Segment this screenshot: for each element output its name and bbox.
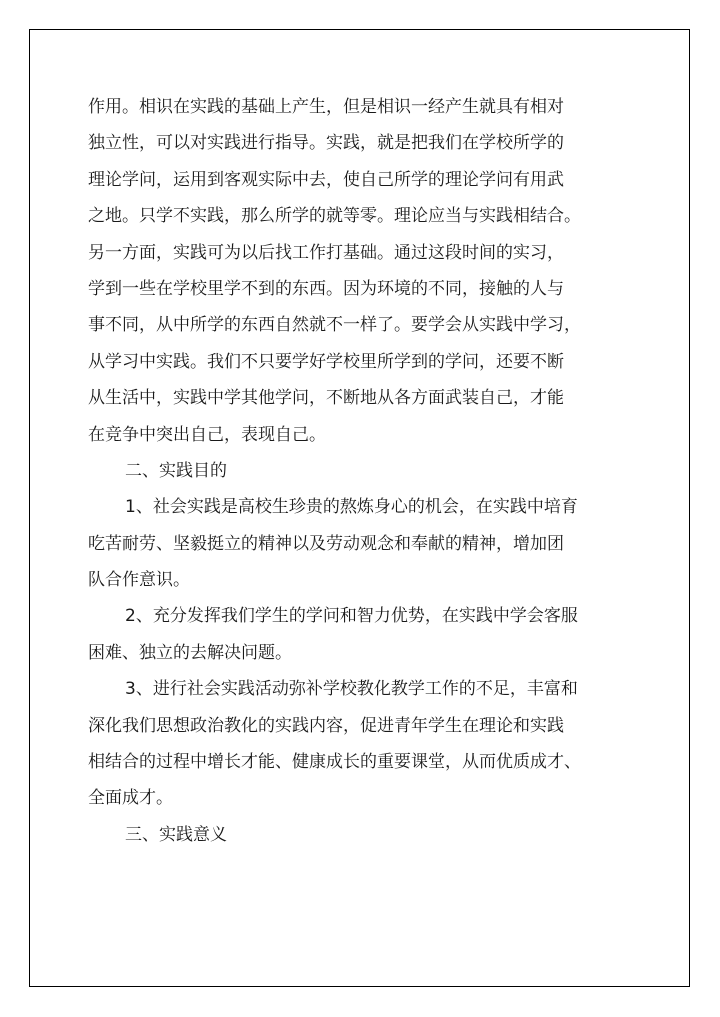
list-item-3-line: 深化我们思想政治教化的实践内容，促进青年学生在理论和实践 [88, 715, 564, 736]
paragraph-line: 从学习中实践。我们不只要学好学校里所学到的学问，还要不断 [88, 351, 564, 372]
paragraph-line: 之地。只学不实践，那么所学的就等零。理论应当与实践相结合。 [88, 206, 581, 227]
list-item-2-line: 困难、独立的去解决问题。 [88, 642, 292, 663]
paragraph-line: 学到一些在学校里学不到的东西。因为环境的不同，接触的人与 [88, 278, 564, 299]
document-body [88, 89, 633, 853]
list-item-3-line: 全面成才。 [88, 788, 173, 809]
list-item-1-line: 队合作意识。 [88, 570, 190, 591]
paragraph-line: 事不同，从中所学的东西自然就不一样了。要学会从实践中学习， [88, 315, 581, 336]
list-item-1-line: 吃苦耐劳、坚毅挺立的精神以及劳动观念和奉献的精神，增加团 [88, 533, 564, 554]
list-item-1-line: 1、社会实践是高校生珍贵的熬炼身心的机会，在实践中培育 [125, 497, 578, 518]
paragraph-line: 独立性，可以对实践进行指导。实践，就是把我们在学校所学的 [88, 133, 564, 154]
list-item-3-line: 3、进行社会实践活动弥补学校教化教学工作的不足，丰富和 [125, 679, 578, 700]
list-item-2-line: 2、充分发挥我们学生的学问和智力优势，在实践中学会客服 [125, 606, 578, 627]
paragraph-line: 作用。相识在实践的基础上产生，但是相识一经产生就具有相对 [88, 97, 564, 117]
paragraph-line: 另一方面，实践可为以后找工作打基础。通过这段时间的实习， [88, 242, 564, 263]
paragraph-line: 从生活中，实践中学其他学问，不断地从各方面武装自己，才能 [88, 388, 564, 409]
paragraph-line: 在竞争中突出自己，表现自己。 [88, 424, 326, 445]
paragraph-line: 理论学问，运用到客观实际中去，使自己所学的理论学问有用武 [88, 169, 564, 190]
section-heading-purpose: 二、实践目的 [125, 460, 227, 481]
section-heading-significance: 三、实践意义 [125, 824, 227, 845]
list-item-3-line: 相结合的过程中增长才能、健康成长的重要课堂，从而优质成才、 [88, 752, 581, 773]
